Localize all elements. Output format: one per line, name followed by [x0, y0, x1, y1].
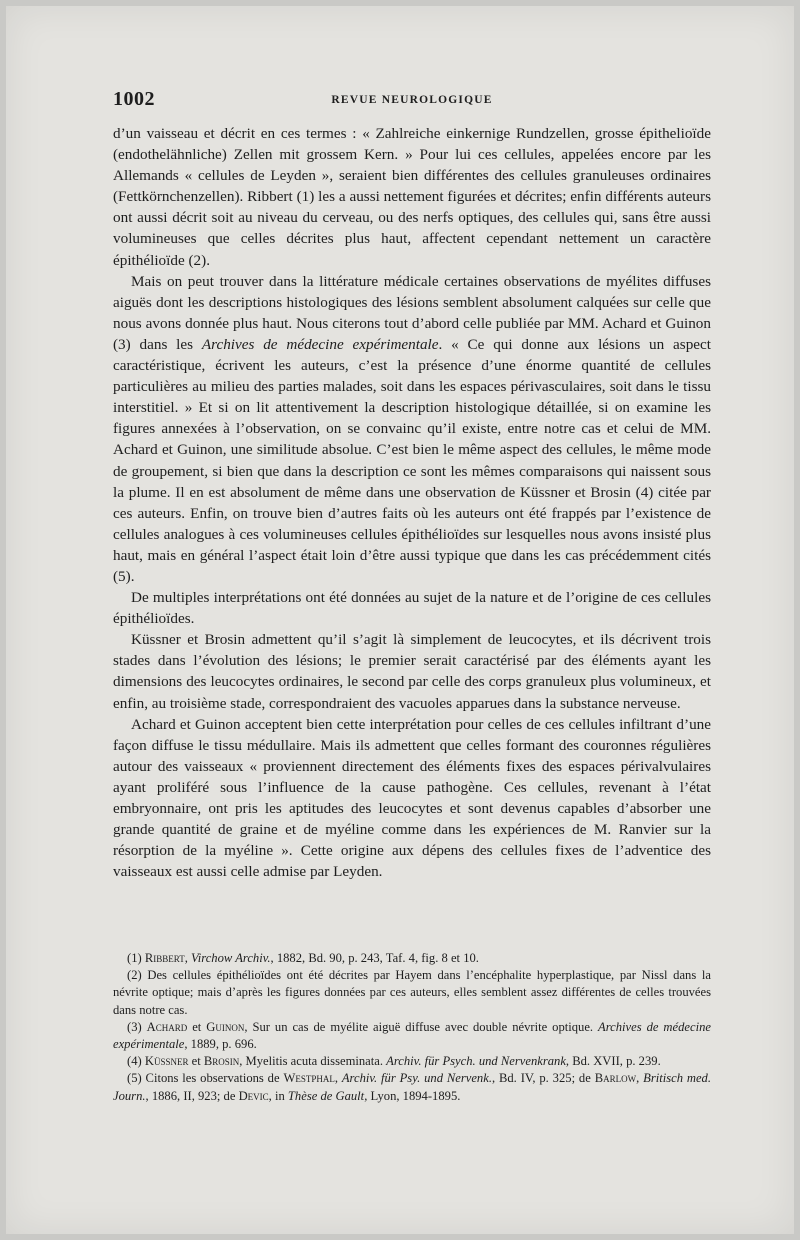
footnote-4-ref: , Bd. XVII, p. 239. — [565, 1054, 661, 1069]
author-name: Achard — [146, 1019, 188, 1034]
journal-title: Archives de médecine expérimentale — [201, 335, 439, 353]
author-name: Devic — [238, 1088, 269, 1103]
footnote-3-et: et — [187, 1019, 207, 1034]
footnote-4-title: , Myelitis acuta disseminata. — [239, 1054, 387, 1069]
footnote-5-ref1: , Bd. IV, p. 325; de — [491, 1071, 595, 1086]
footnote-5-sep3: , in — [268, 1088, 288, 1103]
footnote-5-sep2: , — [636, 1071, 644, 1086]
author-name: Westphal — [283, 1071, 335, 1086]
footnote-1-marker: (1) — [127, 951, 145, 965]
footnote-3-marker: (3) — [127, 1019, 147, 1034]
page — [6, 6, 794, 1234]
footnotes — [113, 950, 711, 1105]
paragraph-5: Achard et Guinon acceptent bien cette interprétation pour celles de ces cellules infiltrant d’une façon diffuse le tissu médullaire. Mais ils admettent que celles formant des couronnes régulières autour des vaisseaux « proviennent directement des éléments fixes des espaces périvalvulaires ayant proliféré sous l’influence de la cause pathogène. Ces cellules, revenant à l’état embryonnaire, ont pris les aptitudes des leucocytes et sont devenus capables d’absorber une grande quantité de graine et de myéline comme dans les expériences de M. Ranvier sur la résorption de la myéline ». Cette origine aux dépens des cellules fixes de l’adventice des vaisseaux est aussi celle admise par Leyden. — [113, 715, 711, 881]
footnote-5-sep1: , — [334, 1071, 342, 1086]
footnote-4 — [113, 1053, 711, 1070]
footnote-4-marker: (4) — [127, 1054, 145, 1069]
footnote-5-ref3: , Lyon, 1894-1895. — [364, 1088, 461, 1103]
paragraph-1 — [113, 123, 711, 271]
journal-title: Archiv. für Psych. und Nervenkrank — [386, 1054, 566, 1069]
author-name: Ribbert — [144, 951, 185, 965]
footnote-3-title: , Sur un cas de myélite aiguë diffuse avec double névrite optique. — [244, 1019, 599, 1034]
paragraph-2 — [113, 271, 711, 587]
journal-title: Archiv. für Psy. und Nervenk. — [341, 1071, 492, 1086]
footnote-5-marker: (5) Citons les observations de — [127, 1071, 284, 1086]
author-name: Guinon — [206, 1019, 245, 1034]
paragraph-1-text: d’un vaisseau et décrit en ces termes : « Zahlreiche einkernige Rundzellen, grosse épithelioïde (endothelähnliche) Zellen mit grossem Kern. » Pour lui ces cellules, appelées encore par les Allemands « cellules de Leyden », seraient bien différentes des cellules granuleuses ordinaires (Fettkörnchenzellen). Ribbert (1) les a aussi nettement figurées et décrites; enfin différents auteurs ont aussi décrit soit au niveau du cerveau, ou des nerfs optiques, des cellules qui, sans être aussi volumineuses que celles décrites plus haut, affectent cependant nettement un caractère épithélioïde (2). — [113, 125, 711, 269]
footnote-5-ref2: , 1886, II, 923; de — [145, 1088, 239, 1103]
footnote-3 — [113, 1019, 711, 1053]
page-number: 1002 — [113, 88, 155, 110]
journal-title: Thèse de Gault — [287, 1088, 365, 1103]
footnote-1-sep: , — [184, 951, 192, 965]
footnote-2: (2) Des cellules épithélioïdes ont été décrites par Hayem dans l’encéphalite hyperplastique, par Nissl dans la névrite optique; mais d’après les figures données par ces auteurs, elles semblent assez différentes de celles trouvées dans notre cas. — [113, 968, 711, 1017]
footnote-5 — [113, 1070, 711, 1104]
paragraph-4: Küssner et Brosin admettent qu’il s’agit là simplement de leucocytes, et ils décrivent trois stades dans l’évolution des lésions; le premier serait caractérisé par des éléments ayant les dimensions des leucocytes ordinaires, le second par celle des corps granuleux plus volumineux, et enfin, au troisième stade, correspondraient des vacuoles apparues dans la substance nerveuse. — [113, 631, 711, 712]
paragraph-2-text-a: Mais on peut trouver dans la littérature médicale certaines observations de myélites diffuses aiguës dont les descriptions histologiques des lésions semblent absolument calquées sur celle que nous avons donnée plus haut. Nous citerons tout d’abord celle publiée par MM. Achard et Guinon (3) dans les — [113, 272, 711, 353]
author-name: Küssner — [144, 1054, 189, 1069]
body-text — [113, 123, 711, 882]
footnote-4-et: et — [188, 1054, 204, 1069]
author-name: Brosin — [203, 1054, 240, 1069]
footnote-3-ref: , 1889, p. 696. — [184, 1037, 257, 1052]
journal-title: Britisch med. Journ. — [113, 1071, 711, 1103]
footnote-1 — [113, 950, 711, 967]
journal-title: Archives de médecine expérimentale — [113, 1019, 711, 1052]
footnote-1-ref: , 1882, Bd. 90, p. 243, Taf. 4, fig. 8 et 10. — [270, 951, 479, 965]
page-header — [113, 88, 711, 112]
author-name: Barlow — [594, 1071, 637, 1086]
paragraph-2-text-c: . « Ce qui donne aux lésions un aspect caractéristique, écrivent les auteurs, c’est la présence d’une énorme quantité de cellules particulières au milieu des parties malades, soit dans les espaces périvasculaires, soit dans le tissu interstitiel. » Et si on lit attentivement la description histologique détaillée, si on examine les figures annexées à l’observation, on se convainc qu’il existe, entre notre cas et celui de MM. Achard et Guinon, une similitude absolue. C’est bien le même aspect des cellules, le même mode de groupement, si bien que dans la description ce sont les mêmes comparaisons qui naissent sous la plume. Il en est absolument de même dans une observation de Küssner et Brosin (4) citée par ces auteurs. Enfin, on trouve bien d’autres faits où les auteurs ont été frappés par l’existence de cellules analogues à ces volumineuses cellules épithélioïdes sur lesquelles nous avons insisté plus haut, mais en général l’aspect était loin d’être aussi typique que dans les cas précédemment cités (5). — [113, 335, 711, 585]
journal-title: Virchow Archiv. — [191, 951, 271, 965]
paragraph-3: De multiples interprétations ont été données au sujet de la nature et de l’origine de ces cellules épithélioïdes. — [113, 589, 711, 628]
running-title: REVUE NEUROLOGIQUE — [331, 94, 493, 106]
